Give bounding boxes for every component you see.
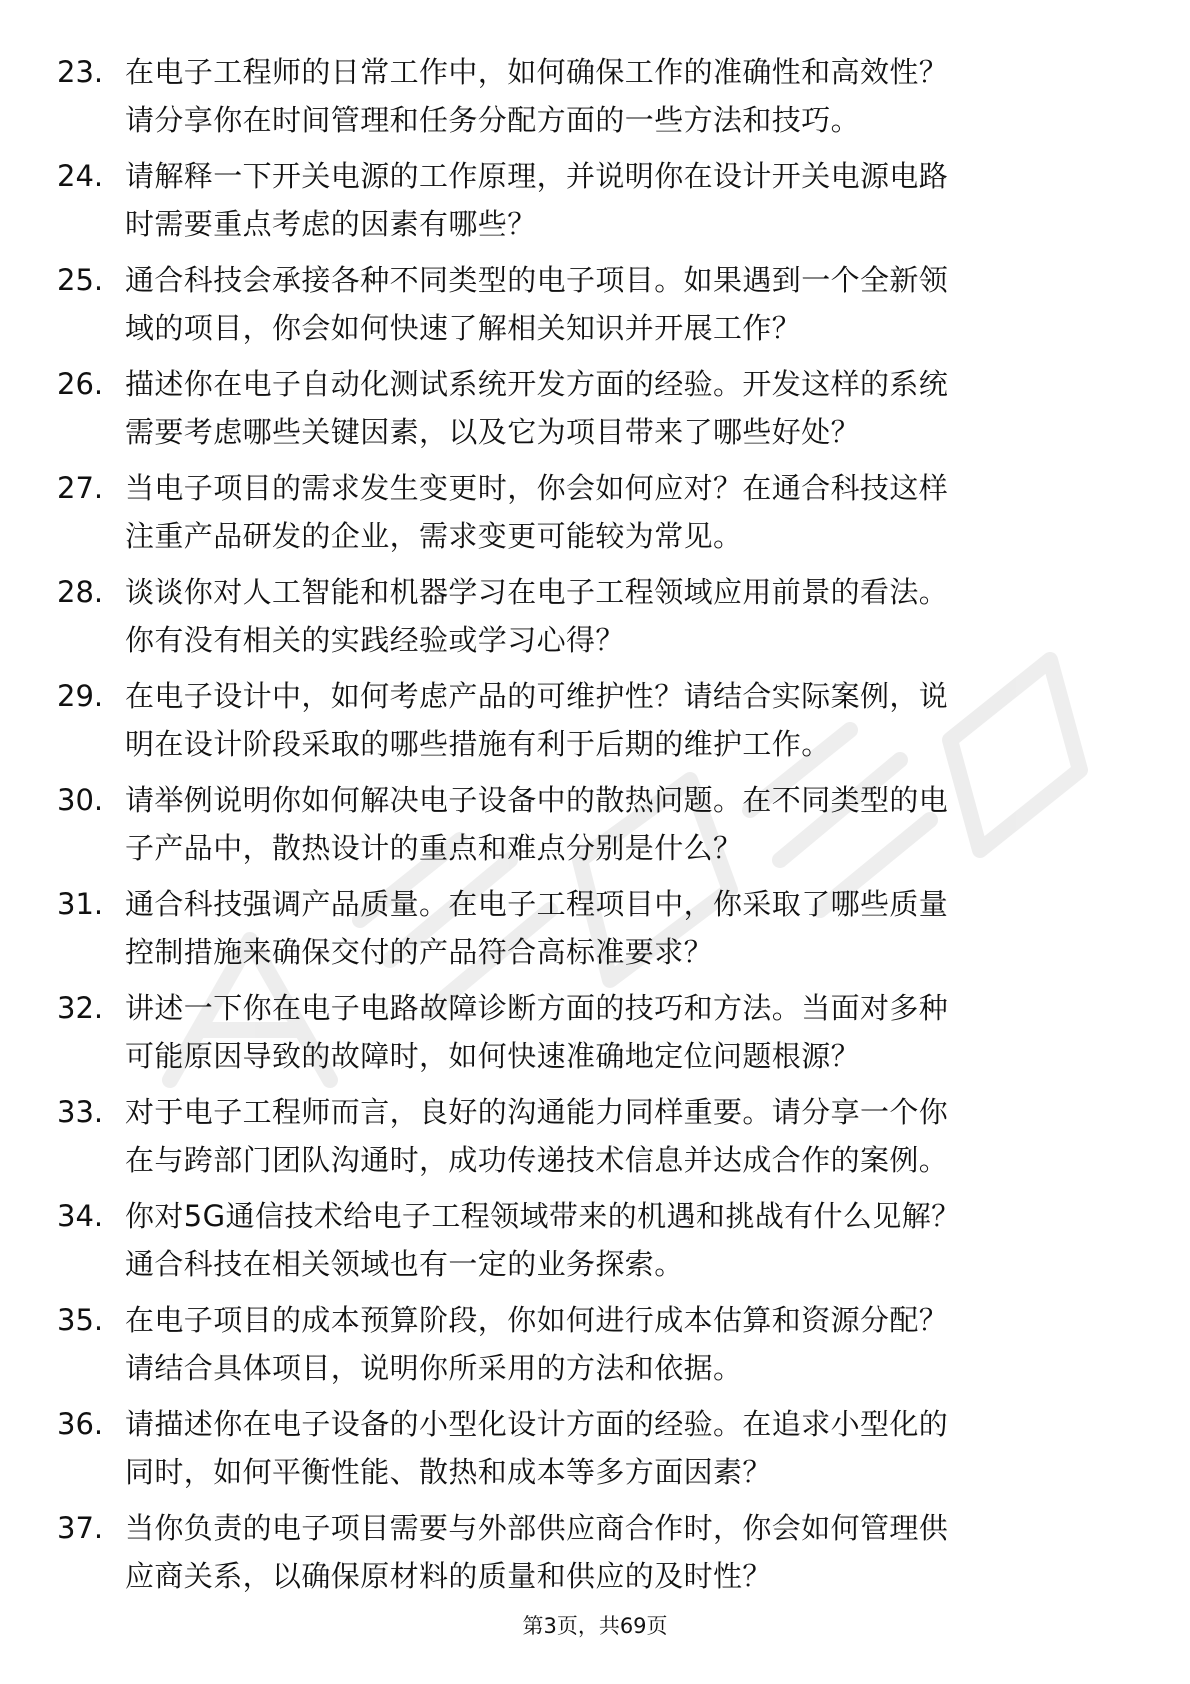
question-number: 32.	[57, 991, 104, 1025]
question-line: 同时，如何平衡性能、散热和成本等多方面因素？	[125, 1455, 772, 1489]
question-number: 35.	[57, 1303, 104, 1337]
question-item	[57, 1400, 1137, 1504]
question-text	[125, 464, 1137, 560]
question-number: 34.	[57, 1199, 104, 1233]
question-line: 在与跨部门团队沟通时，成功传递技术信息并达成合作的案例。	[125, 1143, 949, 1177]
question-line: 通合科技会承接各种不同类型的电子项目。如果遇到一个全新领	[125, 263, 949, 297]
question-line: 描述你在电子自动化测试系统开发方面的经验。开发这样的系统	[125, 367, 949, 401]
question-line: 对于电子工程师而言，良好的沟通能力同样重要。请分享一个你	[125, 1095, 949, 1129]
question-line: 子产品中，散热设计的重点和难点分别是什么？	[125, 831, 743, 865]
question-line: 请解释一下开关电源的工作原理，并说明你在设计开关电源电路	[125, 159, 949, 193]
question-item	[57, 984, 1137, 1088]
question-line: 应商关系，以确保原材料的质量和供应的及时性？	[125, 1559, 772, 1593]
question-text	[125, 1088, 1137, 1184]
question-text	[125, 1296, 1137, 1392]
question-number: 24.	[57, 159, 104, 193]
question-number: 23.	[57, 55, 104, 89]
question-item	[57, 568, 1137, 672]
question-line: 可能原因导致的故障时，如何快速准确地定位问题根源？	[125, 1039, 861, 1073]
question-line: 需要考虑哪些关键因素，以及它为项目带来了哪些好处？	[125, 415, 861, 449]
question-number: 26.	[57, 367, 104, 401]
question-line: 你对5G通信技术给电子工程领域带来的机遇和挑战有什么见解？	[125, 1199, 961, 1233]
question-number: 27.	[57, 471, 104, 505]
question-item	[57, 48, 1137, 152]
question-number: 37.	[57, 1511, 104, 1545]
question-line: 注重产品研发的企业，需求变更可能较为常见。	[125, 519, 743, 553]
question-item	[57, 1192, 1137, 1296]
question-line: 域的项目，你会如何快速了解相关知识并开展工作？	[125, 311, 802, 345]
question-text	[125, 1192, 1137, 1288]
question-item	[57, 152, 1137, 256]
question-line: 请结合具体项目，说明你所采用的方法和依据。	[125, 1351, 743, 1385]
question-line: 你有没有相关的实践经验或学习心得？	[125, 623, 625, 657]
question-text	[125, 880, 1137, 976]
question-number: 31.	[57, 887, 104, 921]
question-item	[57, 880, 1137, 984]
question-line: 当你负责的电子项目需要与外部供应商合作时，你会如何管理供	[125, 1511, 949, 1545]
question-line: 在电子设计中，如何考虑产品的可维护性？请结合实际案例，说	[125, 679, 949, 713]
page-number: 第3页，共69页	[522, 1614, 668, 1638]
question-line: 请举例说明你如何解决电子设备中的散热问题。在不同类型的电	[125, 783, 949, 817]
question-text	[125, 152, 1137, 248]
question-line: 在电子工程师的日常工作中，如何确保工作的准确性和高效性？	[125, 55, 949, 89]
question-line: 通合科技在相关领域也有一定的业务探索。	[125, 1247, 684, 1281]
question-text	[125, 672, 1137, 768]
question-text	[125, 776, 1137, 872]
question-number: 25.	[57, 263, 104, 297]
question-line: 请描述你在电子设备的小型化设计方面的经验。在追求小型化的	[125, 1407, 949, 1441]
question-item	[57, 1088, 1137, 1192]
question-line: 明在设计阶段采取的哪些措施有利于后期的维护工作。	[125, 727, 831, 761]
question-line: 谈谈你对人工智能和机器学习在电子工程领域应用前景的看法。	[125, 575, 949, 609]
question-item	[57, 672, 1137, 776]
question-text	[125, 984, 1137, 1080]
question-number: 36.	[57, 1407, 104, 1441]
question-line: 请分享你在时间管理和任务分配方面的一些方法和技巧。	[125, 103, 861, 137]
question-number: 28.	[57, 575, 104, 609]
question-line: 讲述一下你在电子电路故障诊断方面的技巧和方法。当面对多种	[125, 991, 949, 1025]
question-text	[125, 1400, 1137, 1496]
question-number: 30.	[57, 783, 104, 817]
question-item	[57, 256, 1137, 360]
question-number: 33.	[57, 1095, 104, 1129]
question-item	[57, 464, 1137, 568]
question-line: 在电子项目的成本预算阶段，你如何进行成本估算和资源分配？	[125, 1303, 949, 1337]
question-item	[57, 360, 1137, 464]
question-text	[125, 568, 1137, 664]
question-text	[125, 256, 1137, 352]
question-line: 当电子项目的需求发生变更时，你会如何应对？在通合科技这样	[125, 471, 949, 505]
question-text	[125, 48, 1137, 144]
question-item	[57, 1504, 1137, 1608]
question-text	[125, 1504, 1137, 1600]
question-item	[57, 776, 1137, 880]
question-line: 通合科技强调产品质量。在电子工程项目中，你采取了哪些质量	[125, 887, 949, 921]
question-text	[125, 360, 1137, 456]
question-item	[57, 1296, 1137, 1400]
question-line: 时需要重点考虑的因素有哪些？	[125, 207, 537, 241]
question-line: 控制措施来确保交付的产品符合高标准要求？	[125, 935, 714, 969]
question-list	[57, 48, 1137, 1608]
question-number: 29.	[57, 679, 104, 713]
